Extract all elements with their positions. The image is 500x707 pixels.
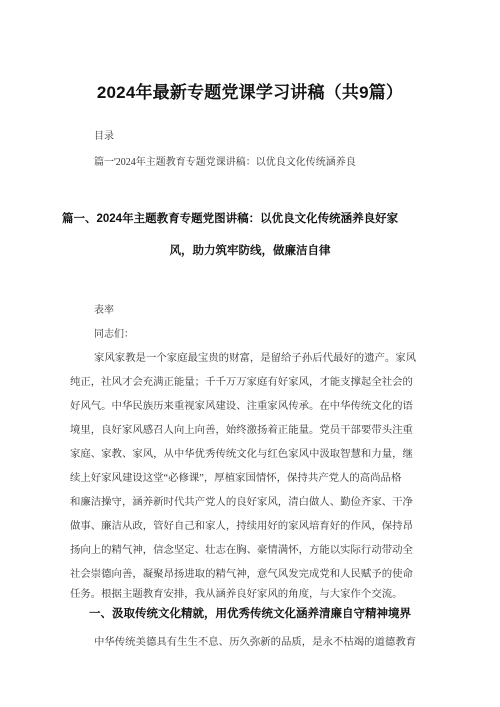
body-line: 境里，良好家风感召人向上向善，始终激扬着正能量。党员干部要带头注重 (70, 425, 413, 436)
subsection-heading: 一、汲取传统文化精就，用优秀传统文化涵养清廉自守精神境界 (89, 608, 411, 620)
toc-label: 目录 (94, 131, 114, 142)
body-line: 家庭、家教、家风，从中华优秀传统文化与红色家风中汲取智慧和力量，继 (70, 449, 413, 460)
body-line: 和廉洁操守，涵养新时代共产党人的良好家风，清白做人、勤俭齐家、干净 (70, 497, 413, 508)
body-line: 续上好家风建设这堂“必修课”，厚植家国情怀，保持共产党人的高尚品格 (70, 473, 402, 484)
document-title: 2024年最新专题党课学习讲稿（共9篇） (96, 83, 404, 102)
toc-item[interactable]: 篇一'2024年主题教育专题党课讲稿：以优良文化传统涵养良 (94, 157, 356, 168)
body-line: 好风气。中华民族历来重视家风建设、注重家风传承。在中华传统文化的语 (70, 401, 413, 412)
body-line: 中华传统美德具有生生不息、历久弥新的品质，是永不枯竭的道德教育 (94, 637, 417, 648)
body-line: 家风家教是一个家庭最宝贵的财富，是留给子孙后代最好的遗产。家风 (94, 353, 417, 364)
section-heading-line-1: 篇一、2024年主题教育专题党图讲稿：以优良文化传统涵养良好家 (62, 213, 399, 225)
body-line: 扬向上的精气神，信念坚定、壮志在胸、豪情满怀，方能以实际行动带动全 (70, 545, 413, 556)
body-line: 做事、廉洁从政，管好自己和家人，持续用好的家风培育好的作风，保持昂 (70, 521, 413, 532)
salutation-line-2: 同志们： (94, 329, 134, 340)
section-heading-line-2: 风，助力筑牢防线，做廉洁自律 (169, 245, 331, 257)
body-line: 社会崇德向善，凝聚昂扬进取的精气神，意气风发完成党和人民赋予的使命 (70, 569, 413, 580)
body-line: 纯正，社风才会充满正能量；千千万万家庭有好家风，才能支撑起全社会的 (70, 377, 413, 388)
body-line: 任务。根据主题教育安排，我从涵养良好家风的角度，与大家作个交流。 (70, 589, 403, 600)
salutation-line-1: 表率 (94, 305, 114, 316)
